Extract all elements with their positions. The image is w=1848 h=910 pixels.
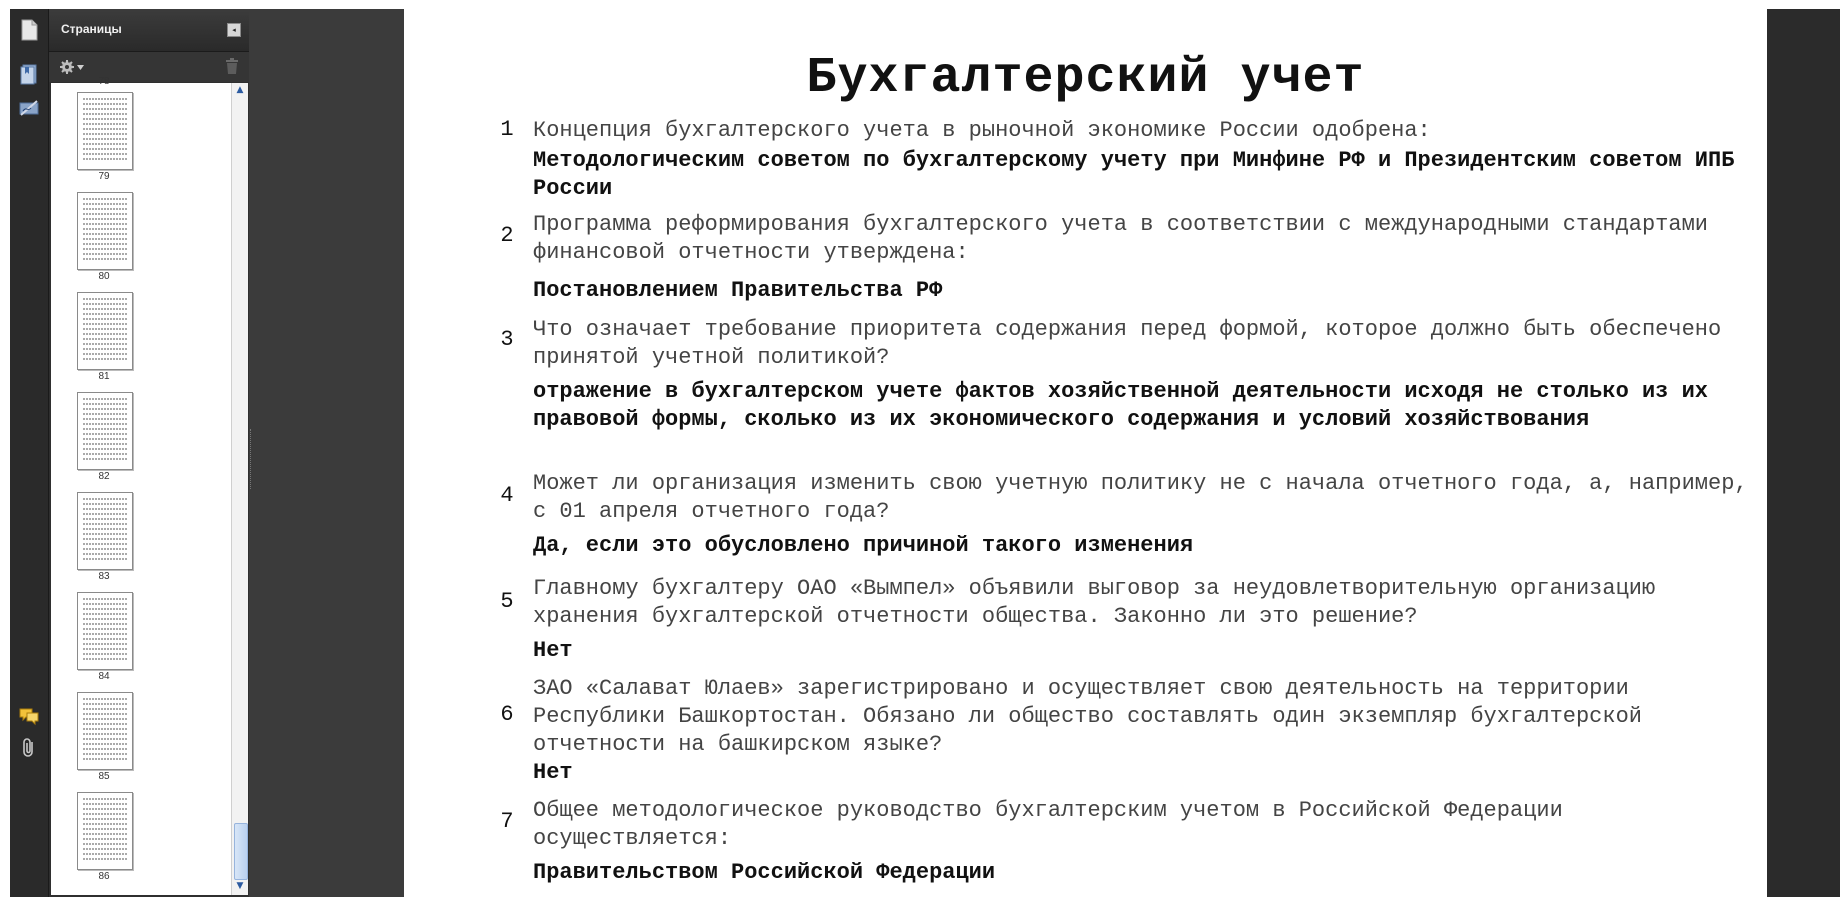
- page-number-label: 82: [98, 471, 110, 482]
- right-gutter: [1767, 9, 1840, 897]
- question-number: 4: [500, 483, 514, 508]
- scrollbar-thumb[interactable]: [234, 823, 248, 880]
- page-thumbnail[interactable]: [77, 292, 133, 370]
- comments-icon[interactable]: [16, 703, 42, 729]
- page-thumbnail[interactable]: [77, 592, 133, 670]
- page-thumbnail[interactable]: [77, 92, 133, 170]
- page-thumbnail[interactable]: [77, 392, 133, 470]
- question-number: 3: [500, 327, 514, 352]
- collapse-panel-button[interactable]: ◂: [227, 23, 241, 37]
- page-thumbnail[interactable]: [77, 692, 133, 770]
- chevron-down-icon: [77, 65, 84, 70]
- scroll-up-arrow[interactable]: ▲: [236, 85, 244, 95]
- delete-page-button[interactable]: [225, 58, 239, 78]
- page-number-label: 85: [98, 771, 110, 782]
- question-number: 7: [500, 809, 514, 834]
- question-number: 5: [500, 589, 514, 614]
- question-text: Может ли организация изменить свою учетную политику не с начала отчетного года, а, например, с 01 апреля отчетного года?: [533, 471, 1748, 524]
- answer-text: Нет: [533, 638, 573, 663]
- answer-text: Да, если это обусловлено причиной такого изменения: [533, 533, 1194, 558]
- question-text: Главному бухгалтеру ОАО «Вымпел» объявили выговор за неудовлетворительную организацию хранения бухгалтерской отчетности общества. Законно ли это решение?: [533, 576, 1656, 629]
- page-number-label: 84: [98, 671, 110, 682]
- gear-icon: [59, 59, 75, 75]
- question-number: 1: [500, 117, 514, 142]
- panel-splitter[interactable]: [250, 429, 254, 489]
- page-number-label: 81: [98, 371, 110, 382]
- signatures-icon[interactable]: [16, 95, 42, 121]
- options-button[interactable]: [59, 58, 84, 76]
- page-thumbnail[interactable]: [77, 192, 133, 270]
- navigation-toolstrip: [10, 9, 49, 897]
- thumbnails-scrollbar[interactable]: [231, 83, 248, 895]
- attachments-icon[interactable]: [16, 735, 42, 761]
- document-viewport[interactable]: [250, 9, 1840, 897]
- answer-text: Методологическим советом по бухгалтерскому учету при Минфине РФ и Президентским советом ИПБ России: [533, 148, 1735, 201]
- pages-panel-icon[interactable]: [16, 17, 42, 43]
- pages-panel: [49, 9, 249, 897]
- pages-panel-title: Страницы: [61, 22, 122, 36]
- pages-panel-header: [49, 9, 249, 52]
- bookmarks-icon[interactable]: [16, 61, 42, 87]
- question-number: 6: [500, 702, 514, 727]
- trash-icon: [225, 58, 239, 74]
- question-text: Концепция бухгалтерского учета в рыночной экономике России одобрена:: [533, 118, 1431, 143]
- page-number-label: 83: [98, 571, 110, 582]
- page-thumbnail[interactable]: [77, 792, 133, 870]
- answer-text: Правительством Российской Федерации: [533, 860, 996, 885]
- answer-text: Постановлением Правительства РФ: [533, 278, 943, 303]
- page-thumbnails-list[interactable]: [51, 76, 231, 895]
- page-number-label: 79: [98, 171, 110, 182]
- question-text: Что означает требование приоритета содержания перед формой, которое должно быть обеспечено принятой учетной политикой?: [533, 317, 1722, 370]
- page-number-label: 80: [98, 271, 110, 282]
- reader-window: [10, 9, 1840, 897]
- document-title: Бухгалтерский учет: [806, 50, 1365, 107]
- question-number: 2: [500, 223, 514, 248]
- page-thumbnail[interactable]: [77, 492, 133, 570]
- question-text: Общее методологическое руководство бухгалтерским учетом в Российской Федерации осуществляется:: [533, 798, 1563, 851]
- answer-text: отражение в бухгалтерском учете фактов хозяйственной деятельности исходя не столько из их правовой формы, сколько из их экономического содержания и условий хозяйствования: [533, 379, 1708, 432]
- question-text: Программа реформирования бухгалтерского учета в соответствии с международными стандартами финансовой отчетности утверждена:: [533, 212, 1708, 265]
- answer-text: Нет: [533, 760, 573, 785]
- page-number-label: 86: [98, 871, 110, 882]
- scroll-down-arrow[interactable]: ▼: [236, 881, 244, 891]
- question-text: ЗАО «Салават Юлаев» зарегистрировано и осуществляет свою деятельность на территории Республики Башкортостан. Обязано ли общество составлять один экземпляр бухгалтерской отчетности на башкирском языке?: [533, 676, 1642, 757]
- document-page: [404, 9, 1767, 897]
- page-number-label: 78: [98, 76, 110, 87]
